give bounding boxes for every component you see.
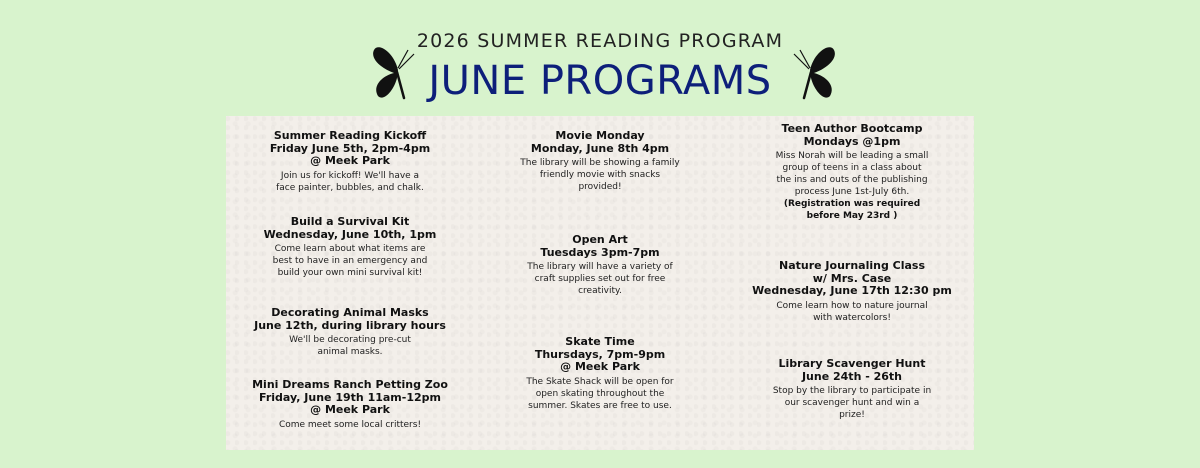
program-subtitle: 2026 SUMMER READING PROGRAM — [416, 30, 784, 52]
event-description: The library will be showing a family friendly movie with snacks provided! — [520, 158, 680, 192]
page-title: JUNE PROGRAMS — [428, 58, 772, 104]
event-scavenger-hunt — [732, 358, 972, 421]
event-skate-time — [480, 336, 720, 412]
event-title: Library Scavenger Hunt June 24th - 26th — [778, 357, 926, 383]
event-petting-zoo — [230, 379, 470, 431]
event-title: Nature Journaling Class w/ Mrs. Case Wednesday, June 17th 12:30 pm — [752, 259, 952, 297]
butterfly-icon — [364, 40, 428, 104]
event-title: Movie Monday Monday, June 8th 4pm — [530, 129, 670, 155]
event-movie-monday — [480, 130, 720, 193]
event-title: Teen Author Bootcamp Mondays @1pm — [781, 122, 923, 148]
registration-note: (Registration was required before May 23rd ) — [783, 199, 921, 221]
event-description: Come learn about what items are best to have in an emergency and build your own mini survival kit! — [272, 244, 428, 278]
event-survival-kit — [230, 216, 470, 279]
event-title: Build a Survival Kit Wednesday, June 10th, 1pm — [263, 215, 437, 241]
event-description: The Skate Shack will be open for open skating throughout the summer. Skates are free to use. — [526, 376, 674, 411]
event-open-art — [480, 234, 720, 297]
event-description: We'll be decorating pre-cut animal masks. — [289, 335, 411, 357]
event-summer-reading-kickoff — [230, 130, 470, 194]
butterfly-icon — [780, 40, 844, 104]
event-teen-author-bootcamp — [732, 123, 972, 222]
event-description: Stop by the library to participate in our scavenger hunt and win a prize! — [772, 386, 932, 420]
event-description: The library will have a variety of craft supplies set out for free creativity. — [527, 262, 673, 296]
event-nature-journaling — [732, 260, 972, 324]
event-description: Miss Norah will be leading a small group of teens in a class about the ins and outs of the publishing process June 1st-July 6th. — [775, 151, 929, 197]
event-description: Come learn how to nature journal with watercolors! — [776, 300, 928, 323]
event-animal-masks — [230, 307, 470, 358]
event-description: Join us for kickoff! We'll have a face painter, bubbles, and chalk. — [276, 170, 424, 193]
event-title: Summer Reading Kickoff Friday June 5th, 2pm-4pm @ Meek Park — [269, 129, 431, 167]
event-description: Come meet some local critters! — [278, 419, 422, 430]
event-title: Skate Time Thursdays, 7pm-9pm @ Meek Park — [534, 335, 666, 373]
event-title: Decorating Animal Masks June 12th, during library hours — [254, 306, 446, 332]
event-title: Mini Dreams Ranch Petting Zoo Friday, June 19th 11am-12pm @ Meek Park — [252, 378, 448, 416]
program-board — [226, 116, 974, 450]
event-title: Open Art Tuesdays 3pm-7pm — [540, 233, 660, 259]
